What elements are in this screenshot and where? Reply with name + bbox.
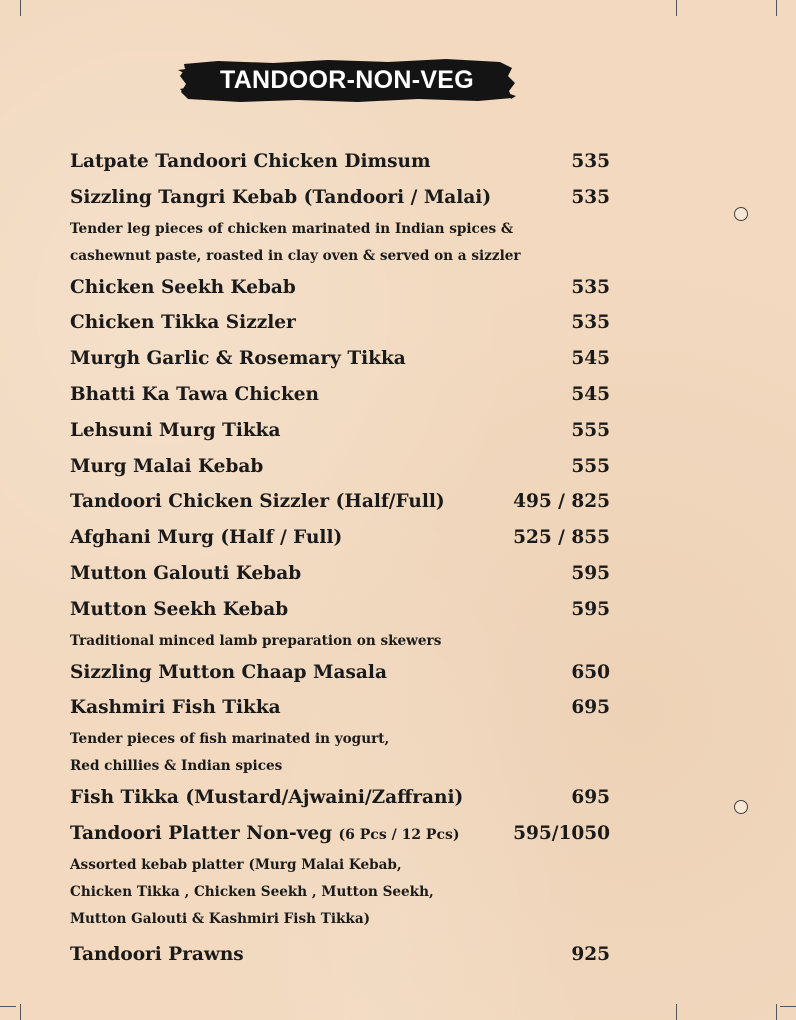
item-name: Tandoori Prawns [70, 943, 244, 965]
crop-mark-right-low [780, 1006, 796, 1007]
crop-mark-bottom-right [776, 1004, 777, 1020]
menu-item [70, 270, 610, 306]
menu-item [70, 305, 610, 341]
crop-mark-bottom-left [20, 1004, 21, 1020]
item-name: Lehsuni Murg Tikka [70, 419, 281, 441]
item-price: 595 [571, 562, 610, 584]
item-name: Tandoori Platter Non-veg [70, 822, 333, 844]
item-description: Red chillies & Indian spices [70, 758, 283, 775]
item-price: 495 / 825 [513, 491, 610, 513]
menu-item [70, 341, 610, 377]
item-price: 695 [571, 787, 610, 809]
item-price: 555 [571, 455, 610, 477]
menu-item [70, 484, 610, 520]
crop-mark-top-right [776, 0, 777, 16]
section-title: TANDOOR-NON-VEG [219, 66, 475, 94]
menu-item [70, 449, 610, 485]
item-price: 650 [571, 661, 610, 683]
menu-item [70, 413, 610, 449]
crop-mark-top-left [20, 0, 21, 16]
item-description: Tender leg pieces of chicken marinated in Indian spices & [70, 220, 514, 237]
item-name: Sizzling Mutton Chaap Masala [70, 661, 387, 683]
item-description: cashewnut paste, roasted in clay oven & served on a sizzler [70, 247, 521, 264]
crop-mark-bottom-mid [676, 1004, 677, 1020]
section-title-banner [178, 56, 516, 104]
item-portion: (6 Pcs / 12 Pcs) [338, 826, 460, 843]
item-price: 595/1050 [513, 822, 610, 844]
item-price: 535 [571, 276, 610, 298]
item-name: Bhatti Ka Tawa Chicken [70, 383, 319, 405]
item-name: Sizzling Tangri Kebab (Tandoori / Malai) [70, 186, 492, 208]
menu-item [70, 937, 610, 973]
item-price: 595 [571, 598, 610, 620]
item-description: Tender pieces of fish marinated in yogurt, [70, 731, 390, 748]
item-name: Mutton Galouti Kebab [70, 562, 302, 584]
item-name: Mutton Seekh Kebab [70, 598, 289, 620]
menu-item [70, 377, 610, 413]
binder-hole-top [734, 207, 748, 221]
menu-item [70, 144, 610, 180]
item-description: Mutton Galouti & Kashmiri Fish Tikka) [70, 910, 371, 927]
menu-item [70, 180, 610, 216]
item-name: Chicken Seekh Kebab [70, 276, 296, 298]
item-name: Chicken Tikka Sizzler [70, 312, 296, 334]
item-price: 545 [571, 348, 610, 370]
item-name: Fish Tikka (Mustard/Ajwaini/Zaffrani) [70, 787, 464, 809]
item-price: 525 / 855 [513, 527, 610, 549]
item-price: 535 [571, 151, 610, 172]
menu-item [70, 816, 610, 852]
item-price: 925 [571, 943, 610, 965]
item-name: Latpate Tandoori Chicken Dimsum [70, 151, 431, 172]
menu-item [70, 556, 610, 592]
item-name: Kashmiri Fish Tikka [70, 697, 281, 719]
item-price: 535 [571, 186, 610, 208]
menu-item [70, 520, 610, 556]
menu-item [70, 780, 610, 816]
item-name: Tandoori Chicken Sizzler (Half/Full) [70, 491, 445, 513]
menu-item [70, 690, 610, 726]
item-name: Murg Malai Kebab [70, 455, 264, 477]
item-price: 555 [571, 419, 610, 441]
item-name: Afghani Murg (Half / Full) [70, 527, 343, 549]
item-price: 535 [571, 312, 610, 334]
crop-mark-top-mid [676, 0, 677, 16]
item-price: 545 [571, 383, 610, 405]
item-description: Assorted kebab platter (Murg Malai Kebab, [70, 856, 402, 873]
item-description: Traditional minced lamb preparation on skewers [70, 632, 442, 649]
binder-hole-bottom [734, 800, 748, 814]
menu-list [70, 144, 610, 973]
item-name: Murgh Garlic & Rosemary Tikka [70, 348, 406, 370]
item-price: 695 [571, 697, 610, 719]
menu-item [70, 592, 610, 628]
menu-item [70, 655, 610, 691]
item-name-group [70, 816, 459, 854]
crop-mark-left-low [0, 1006, 16, 1007]
item-description: Chicken Tikka , Chicken Seekh , Mutton Seekh, [70, 883, 434, 900]
